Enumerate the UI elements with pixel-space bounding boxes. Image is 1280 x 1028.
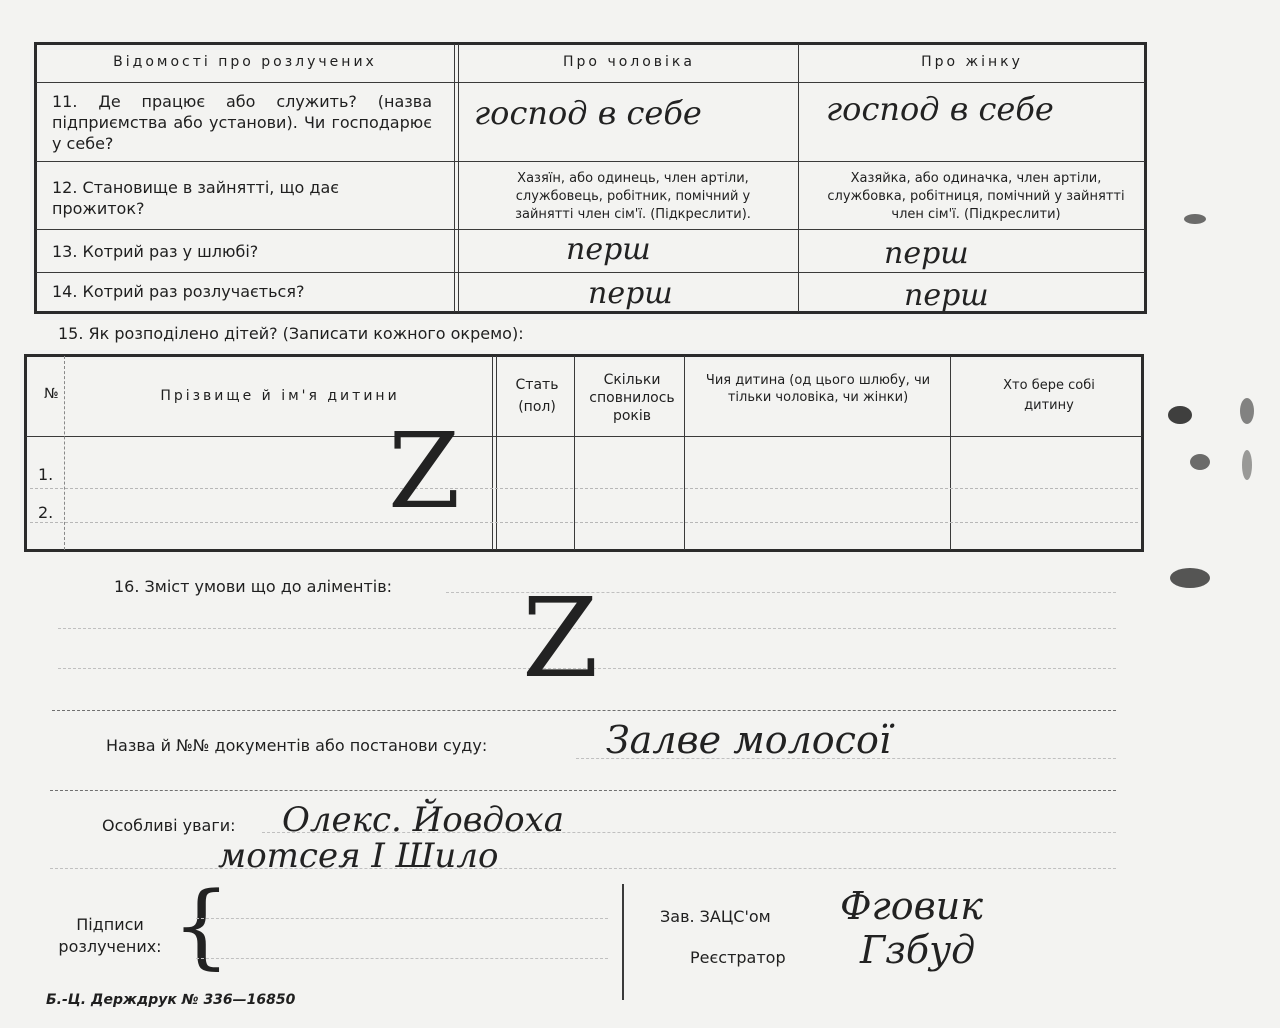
ink-spot (1168, 406, 1192, 424)
divider (684, 356, 685, 550)
divider (458, 44, 459, 312)
ink-spot (1170, 568, 1210, 588)
answer-13-husband: перш (566, 232, 651, 267)
divider (798, 44, 799, 312)
dotted-line (262, 832, 1116, 833)
head-signature: Фговик (840, 884, 983, 928)
question-16-title: 16. Зміст умови що до аліментів: (114, 577, 393, 596)
registrar-signature: Гзбуд (860, 928, 976, 972)
divider (950, 356, 951, 550)
divider (574, 356, 575, 550)
printer-imprint: Б.-Ц. Держдрук № 336—16850 (46, 992, 296, 1008)
separator-line (50, 790, 1116, 791)
remarks-value-1: Олекс. Йовдоха (282, 800, 564, 840)
question-15-title: 15. Як розподілено дітей? (Записати кожного окремо): (58, 324, 524, 343)
separator-line (52, 710, 1116, 711)
signature-divider (622, 884, 624, 1000)
answer-14-husband: перш (588, 276, 673, 311)
row-number-2: 2. (38, 503, 54, 522)
head-label: Зав. ЗАЦС'ом (660, 907, 771, 926)
ink-spot (1242, 450, 1252, 480)
documents-label: Назва й №№ документів або постанови суду: (106, 736, 488, 755)
question-13: 13. Котрий раз у шлюбі? (52, 242, 259, 261)
answer-14-wife: перш (904, 278, 989, 313)
col-number: № (44, 386, 59, 402)
header-wife: Про жінку (921, 54, 1023, 70)
divider (36, 161, 1145, 162)
children-z-mark: Z (388, 410, 461, 532)
question-14: 14. Котрий раз розлучається? (52, 282, 305, 301)
divider (36, 82, 1145, 83)
remarks-label: Особливі уваги: (102, 816, 236, 835)
col-child-name: Прізвище й ім'я дитини (160, 388, 400, 404)
row-divider (30, 488, 1138, 489)
row-divider (30, 522, 1138, 523)
col-whose: Чия дитина (од цього шлюбу, чи тільки чоловіка, чи жінки) (705, 373, 931, 405)
ink-spot (1184, 214, 1206, 224)
divider (26, 436, 1142, 437)
ink-spot (1190, 454, 1210, 470)
options-12-wife: Хазяйка, або одиначка, член артіли, службовка, робітниця, помічний у зайнятті член сім'ї. (Підкреслити) (827, 171, 1125, 222)
registrar-label: Реєстратор (690, 948, 786, 967)
col-sex: Стать (пол) (515, 377, 559, 415)
signature-line (196, 958, 608, 959)
signature-line (196, 918, 608, 919)
signatures-label: Підписи розлучених: (58, 915, 162, 956)
ink-spot (1240, 398, 1254, 424)
answer-11-husband: господ в себе (474, 94, 702, 132)
header-husband: Про чоловіка (563, 54, 695, 70)
header-info: Відомості про розлучених (113, 54, 377, 70)
divider (64, 356, 65, 550)
divider (454, 44, 455, 312)
dotted-line (576, 758, 1116, 759)
question-12: 12. Становище в зайнятті, що дає прожиток? (52, 178, 340, 218)
divider (492, 356, 493, 550)
dotted-line (50, 868, 1116, 869)
documents-value: Залве молосої (606, 718, 891, 762)
answer-13-wife: перш (884, 236, 969, 271)
remarks-value-2: мотсея І Шило (218, 836, 499, 876)
answer-11-wife: господ в себе (826, 90, 1054, 128)
alimony-z-mark: Z (522, 574, 599, 702)
divider (36, 272, 1145, 273)
options-12-husband: Хазяїн, або одинець, член артіли, службовець, робітник, помічний у зайнятті член сім'ї. (Підкреслити). (515, 171, 751, 222)
divider (36, 229, 1145, 230)
divider (496, 356, 497, 550)
row-number-1: 1. (38, 465, 54, 484)
signature-brace: { (172, 872, 231, 979)
col-age: Скільки сповнилось років (589, 372, 675, 424)
question-11: 11. Де працює або служить? (назва підприємства або установи). Чи господарює у себе? (52, 92, 432, 153)
col-takes: Хто бере собі дитину (1003, 378, 1095, 413)
